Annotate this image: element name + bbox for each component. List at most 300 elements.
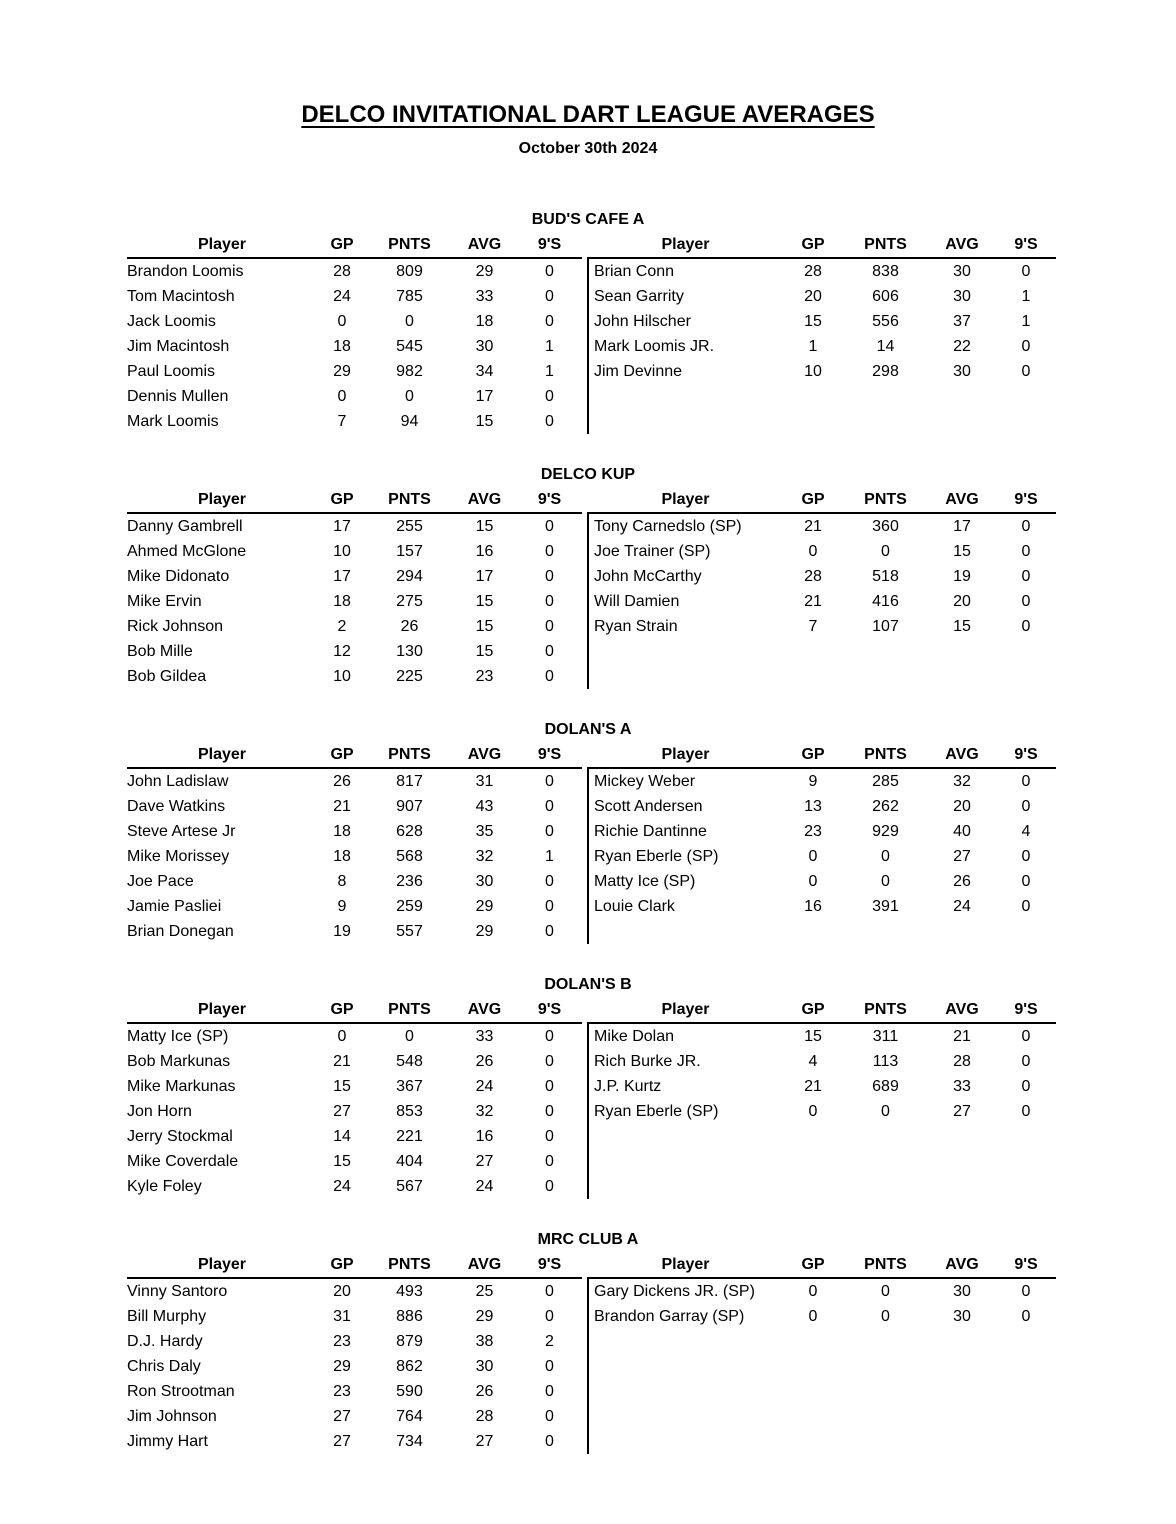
stat-avg: 15 (953, 542, 971, 560)
stat-pnts (843, 664, 928, 689)
stat-avg: 25 (475, 1282, 494, 1300)
stat-avg: 30 (953, 1282, 971, 1300)
stat-avg: 24 (475, 1177, 494, 1195)
stat-avg (928, 919, 996, 944)
player-row (127, 284, 582, 309)
stat-avg (928, 409, 996, 434)
empty-row (588, 1124, 1056, 1149)
stat-gp: 9 (337, 897, 347, 915)
stat-avg: 15 (475, 642, 494, 660)
player-row (588, 1099, 1056, 1124)
stat-pnts: 157 (396, 542, 423, 560)
column-header-player: Player (588, 1252, 783, 1278)
league-section (0, 462, 1176, 689)
stat-nines: 0 (1021, 847, 1031, 865)
stat-gp: 16 (804, 897, 822, 915)
stat-avg: 38 (475, 1332, 494, 1350)
stat-gp: 17 (333, 517, 351, 535)
player-row (588, 258, 1056, 284)
player-row (588, 359, 1056, 384)
stat-pnts: 0 (881, 1307, 890, 1325)
player-name: J.P. Kurtz (588, 1074, 783, 1099)
player-name: Jim Johnson (127, 1407, 217, 1425)
player-name: Joe Trainer (SP) (588, 539, 783, 564)
player-name (588, 664, 783, 689)
stat-nines: 0 (1021, 1102, 1031, 1120)
column-header-avg: AVG (928, 997, 996, 1023)
player-name: Chris Daly (127, 1357, 201, 1375)
stat-nines: 0 (1021, 1282, 1031, 1300)
stat-nines: 0 (545, 872, 554, 890)
column-header-player: Player (588, 997, 783, 1023)
stat-pnts: 0 (405, 1027, 414, 1045)
stat-nines: 1 (1021, 312, 1031, 330)
stat-pnts: 907 (396, 797, 423, 815)
player-row (127, 869, 582, 894)
stat-nines: 0 (545, 1432, 554, 1450)
stats-table-left (127, 1252, 582, 1454)
stat-avg: 33 (953, 1077, 971, 1095)
stat-avg: 30 (953, 287, 971, 305)
stat-nines: 0 (1021, 617, 1031, 635)
stat-pnts (843, 409, 928, 434)
stat-pnts: 0 (881, 872, 890, 890)
stat-nines (996, 1404, 1056, 1429)
stat-nines: 0 (1021, 797, 1031, 815)
player-row (588, 513, 1056, 539)
stat-pnts: 556 (872, 312, 899, 330)
stat-avg: 26 (953, 872, 971, 890)
player-row (127, 564, 582, 589)
empty-row (588, 1149, 1056, 1174)
stat-avg (928, 1124, 996, 1149)
column-header-pnts: PNTS (367, 487, 452, 513)
stat-gp (783, 664, 843, 689)
stat-pnts: 113 (872, 1052, 899, 1070)
stat-pnts: 929 (872, 822, 899, 840)
stat-gp: 0 (808, 1307, 818, 1325)
column-header-gp: GP (783, 1252, 843, 1278)
stat-pnts (843, 639, 928, 664)
column-header-avg: AVG (928, 1252, 996, 1278)
stat-pnts: 360 (872, 517, 899, 535)
player-name: Ryan Strain (588, 614, 783, 639)
stat-gp: 23 (333, 1332, 351, 1350)
stat-pnts (843, 1429, 928, 1454)
stat-pnts (843, 919, 928, 944)
stat-pnts: 275 (396, 592, 423, 610)
stat-avg: 30 (475, 872, 494, 890)
stat-pnts: 548 (396, 1052, 423, 1070)
stat-nines (996, 1149, 1056, 1174)
stat-pnts (843, 1149, 928, 1174)
column-header-nines: 9'S (996, 1252, 1056, 1278)
player-row (127, 1049, 582, 1074)
player-row (127, 844, 582, 869)
empty-row (588, 1329, 1056, 1354)
player-name: Mike Markunas (127, 1077, 236, 1095)
stat-pnts (843, 1329, 928, 1354)
player-name: Matty Ice (SP) (127, 1027, 229, 1045)
stat-gp: 10 (333, 542, 351, 560)
column-header-gp: GP (317, 487, 367, 513)
section-title: DOLAN'S B (544, 976, 632, 993)
stat-gp: 29 (333, 1357, 351, 1375)
stat-gp: 29 (333, 362, 351, 380)
player-row (127, 1074, 582, 1099)
column-header-nines: 9'S (996, 742, 1056, 768)
page-title: DELCO INVITATIONAL DART LEAGUE AVERAGES (301, 101, 875, 128)
player-name: Bill Murphy (127, 1307, 207, 1325)
column-header-nines: 9'S (517, 1252, 582, 1278)
section-title: BUD'S CAFE A (531, 211, 645, 228)
player-row (588, 768, 1056, 794)
section-tables (127, 232, 1176, 434)
stat-pnts: 567 (396, 1177, 423, 1195)
stat-pnts (843, 384, 928, 409)
stat-pnts: 26 (400, 617, 419, 635)
stat-nines (996, 1174, 1056, 1199)
stat-avg: 17 (475, 387, 494, 405)
stat-avg: 24 (953, 897, 971, 915)
section-tables (127, 487, 1176, 689)
stat-nines: 0 (545, 262, 554, 280)
stat-gp: 28 (333, 262, 351, 280)
player-row (588, 1049, 1056, 1074)
stat-pnts: 391 (872, 897, 899, 915)
stat-avg: 28 (475, 1407, 494, 1425)
stat-gp: 0 (808, 872, 818, 890)
player-row (127, 1023, 582, 1049)
stat-nines: 0 (545, 1052, 554, 1070)
player-row (588, 614, 1056, 639)
section-tables (127, 742, 1176, 944)
stat-gp: 15 (804, 1027, 822, 1045)
stat-pnts (843, 1174, 928, 1199)
stats-table-left (127, 742, 582, 944)
section-title: DOLAN'S A (544, 721, 632, 738)
header-row (588, 1252, 1056, 1278)
stat-gp: 15 (804, 312, 822, 330)
stat-gp (783, 409, 843, 434)
stat-nines: 0 (545, 1077, 554, 1095)
stat-pnts: 0 (881, 542, 890, 560)
stat-pnts: 94 (400, 412, 419, 430)
player-row (127, 589, 582, 614)
stat-pnts: 298 (872, 362, 899, 380)
stat-avg: 30 (475, 337, 494, 355)
stat-pnts: 262 (872, 797, 899, 815)
player-name: Mike Coverdale (127, 1152, 239, 1170)
player-name: Gary Dickens JR. (SP) (588, 1278, 783, 1304)
stat-avg: 16 (475, 542, 494, 560)
column-header-nines: 9'S (996, 997, 1056, 1023)
stat-pnts: 0 (881, 847, 890, 865)
stat-pnts: 568 (396, 847, 423, 865)
stat-avg: 32 (475, 1102, 494, 1120)
stats-table-left (127, 487, 582, 689)
player-row (588, 869, 1056, 894)
stat-nines: 1 (1021, 287, 1031, 305)
stat-gp: 31 (333, 1307, 351, 1325)
stat-gp: 21 (804, 592, 822, 610)
stat-avg: 35 (475, 822, 494, 840)
stat-gp: 28 (804, 262, 822, 280)
player-name: Danny Gambrell (127, 517, 243, 535)
column-header-nines: 9'S (517, 487, 582, 513)
player-row (127, 894, 582, 919)
player-row (588, 794, 1056, 819)
stat-gp: 7 (808, 617, 818, 635)
stat-avg: 27 (953, 847, 971, 865)
player-name: Tony Carnedslo (SP) (588, 513, 783, 539)
player-row (127, 1304, 582, 1329)
stat-pnts: 225 (396, 667, 423, 685)
stat-avg: 32 (475, 847, 494, 865)
column-header-player: Player (127, 232, 317, 258)
column-header-player: Player (588, 232, 783, 258)
stat-nines (996, 384, 1056, 409)
stat-nines (996, 1354, 1056, 1379)
player-name: Sean Garrity (588, 284, 783, 309)
stat-gp: 0 (808, 1102, 818, 1120)
player-name: Bob Markunas (127, 1052, 231, 1070)
column-header-avg: AVG (452, 232, 517, 258)
player-name: Jamie Pasliei (127, 897, 222, 915)
stat-nines: 0 (545, 1152, 554, 1170)
section-title: DELCO KUP (540, 466, 636, 483)
stat-avg: 19 (953, 567, 971, 585)
player-name: Mike Didonato (127, 567, 230, 585)
stat-gp: 18 (333, 592, 351, 610)
stat-nines: 0 (1021, 872, 1031, 890)
stat-pnts: 518 (872, 567, 899, 585)
stat-pnts: 493 (396, 1282, 423, 1300)
player-name: Steve Artese Jr (127, 822, 236, 840)
player-row (127, 1354, 582, 1379)
stat-avg (928, 1174, 996, 1199)
player-name (588, 1124, 783, 1149)
column-header-gp: GP (317, 742, 367, 768)
stat-nines: 0 (545, 1177, 554, 1195)
stat-nines: 0 (1021, 772, 1031, 790)
column-header-player: Player (127, 1252, 317, 1278)
stat-nines: 0 (545, 1282, 554, 1300)
stat-gp: 26 (333, 772, 351, 790)
stat-nines: 0 (545, 287, 554, 305)
stat-nines: 0 (545, 1407, 554, 1425)
stat-gp: 19 (333, 922, 351, 940)
stat-avg: 29 (475, 897, 494, 915)
player-name: Ryan Eberle (SP) (588, 1099, 783, 1124)
stat-avg: 29 (475, 262, 494, 280)
stat-pnts: 294 (396, 567, 423, 585)
page-date: October 30th 2024 (518, 140, 658, 157)
stat-gp: 18 (333, 822, 351, 840)
player-name: Brian Donegan (127, 922, 234, 940)
stat-avg: 17 (953, 517, 971, 535)
stat-gp (783, 1174, 843, 1199)
stat-gp: 2 (337, 617, 347, 635)
stat-gp: 20 (804, 287, 822, 305)
player-row (588, 1278, 1056, 1304)
empty-row (588, 384, 1056, 409)
stat-nines (996, 409, 1056, 434)
column-header-avg: AVG (452, 997, 517, 1023)
stat-avg: 27 (953, 1102, 971, 1120)
column-header-player: Player (588, 487, 783, 513)
stat-nines: 0 (545, 567, 554, 585)
empty-row (588, 1174, 1056, 1199)
stat-avg: 29 (475, 922, 494, 940)
stat-pnts: 0 (881, 1102, 890, 1120)
stat-nines: 0 (545, 312, 554, 330)
empty-row (588, 919, 1056, 944)
player-name: Brian Conn (588, 258, 783, 284)
column-header-pnts: PNTS (843, 1252, 928, 1278)
player-name: Bob Mille (127, 642, 193, 660)
column-header-nines: 9'S (517, 997, 582, 1023)
header-row (127, 487, 582, 513)
stat-avg: 30 (953, 362, 971, 380)
stat-nines: 0 (545, 412, 554, 430)
player-name: Bob Gildea (127, 667, 207, 685)
player-name: John McCarthy (588, 564, 783, 589)
empty-row (588, 664, 1056, 689)
stat-gp: 9 (808, 772, 818, 790)
stat-nines (996, 919, 1056, 944)
player-name: Dennis Mullen (127, 387, 229, 405)
stat-gp: 27 (333, 1432, 351, 1450)
stat-pnts (843, 1124, 928, 1149)
stat-pnts: 879 (396, 1332, 423, 1350)
column-header-gp: GP (317, 997, 367, 1023)
stat-avg: 15 (953, 617, 971, 635)
player-name: Matty Ice (SP) (588, 869, 783, 894)
stat-pnts: 590 (396, 1382, 423, 1400)
player-name: Kyle Foley (127, 1177, 202, 1195)
stat-nines: 0 (1021, 517, 1031, 535)
stat-avg: 34 (475, 362, 494, 380)
stat-gp: 18 (333, 847, 351, 865)
empty-row (588, 1404, 1056, 1429)
player-row (127, 664, 582, 689)
stat-avg: 22 (953, 337, 971, 355)
column-header-avg: AVG (452, 742, 517, 768)
stat-nines (996, 1124, 1056, 1149)
stat-avg (928, 1379, 996, 1404)
stat-gp: 21 (804, 1077, 822, 1095)
stat-gp: 0 (337, 312, 347, 330)
stat-nines: 0 (1021, 1077, 1031, 1095)
player-row (127, 384, 582, 409)
column-header-avg: AVG (928, 487, 996, 513)
player-row (588, 1304, 1056, 1329)
stat-nines: 0 (1021, 1027, 1031, 1045)
stat-gp: 0 (808, 1282, 818, 1300)
column-header-gp: GP (317, 1252, 367, 1278)
stat-avg: 20 (953, 797, 971, 815)
stat-pnts: 236 (396, 872, 423, 890)
player-name: Jon Horn (127, 1102, 192, 1120)
column-header-pnts: PNTS (367, 232, 452, 258)
stat-gp: 12 (333, 642, 351, 660)
stat-gp (783, 1404, 843, 1429)
stat-pnts: 130 (396, 642, 423, 660)
stat-gp (783, 1149, 843, 1174)
stat-gp: 24 (333, 1177, 351, 1195)
player-row (588, 1074, 1056, 1099)
player-name: Louie Clark (588, 894, 783, 919)
player-name: Ron Strootman (127, 1382, 235, 1400)
stat-gp (783, 919, 843, 944)
stat-nines: 0 (545, 1357, 554, 1375)
stat-gp: 10 (333, 667, 351, 685)
stat-avg: 15 (475, 617, 494, 635)
player-name: Jim Devinne (588, 359, 783, 384)
stat-gp: 27 (333, 1102, 351, 1120)
stat-gp: 21 (333, 797, 351, 815)
stat-gp: 4 (808, 1052, 818, 1070)
stat-avg: 27 (475, 1152, 494, 1170)
player-name: John Ladislaw (127, 772, 229, 790)
league-section (0, 1227, 1176, 1454)
stat-nines: 0 (545, 542, 554, 560)
stat-nines: 0 (545, 797, 554, 815)
stat-avg: 26 (475, 1052, 494, 1070)
stat-avg: 37 (953, 312, 971, 330)
stat-pnts: 0 (405, 387, 414, 405)
player-name: Joe Pace (127, 872, 194, 890)
league-section (0, 972, 1176, 1199)
stat-avg: 31 (475, 772, 494, 790)
header-row (127, 1252, 582, 1278)
stat-gp: 13 (804, 797, 822, 815)
stat-nines (996, 664, 1056, 689)
stat-avg: 15 (475, 412, 494, 430)
column-header-pnts: PNTS (843, 997, 928, 1023)
stat-pnts: 311 (872, 1027, 899, 1045)
stat-pnts: 817 (396, 772, 423, 790)
player-name: D.J. Hardy (127, 1332, 203, 1350)
stat-nines: 0 (545, 1102, 554, 1120)
player-name: Jimmy Hart (127, 1432, 208, 1450)
stat-pnts: 809 (396, 262, 423, 280)
empty-row (588, 1379, 1056, 1404)
empty-row (588, 409, 1056, 434)
column-header-pnts: PNTS (367, 742, 452, 768)
stats-table-right (587, 742, 1056, 944)
player-name: Tom Macintosh (127, 287, 235, 305)
stat-pnts: 255 (396, 517, 423, 535)
stat-gp: 0 (808, 847, 818, 865)
stats-table-right (587, 997, 1056, 1199)
stat-nines: 1 (545, 362, 554, 380)
player-row (127, 1099, 582, 1124)
stat-nines (996, 639, 1056, 664)
stat-gp: 21 (804, 517, 822, 535)
header-row (588, 742, 1056, 768)
empty-row (588, 1429, 1056, 1454)
section-tables (127, 997, 1176, 1199)
stat-pnts: 107 (872, 617, 899, 635)
stat-nines: 0 (545, 1027, 554, 1045)
player-row (127, 309, 582, 334)
stat-pnts: 404 (396, 1152, 423, 1170)
stats-table-left (127, 232, 582, 434)
stat-gp: 15 (333, 1077, 351, 1095)
stat-pnts: 0 (405, 312, 414, 330)
